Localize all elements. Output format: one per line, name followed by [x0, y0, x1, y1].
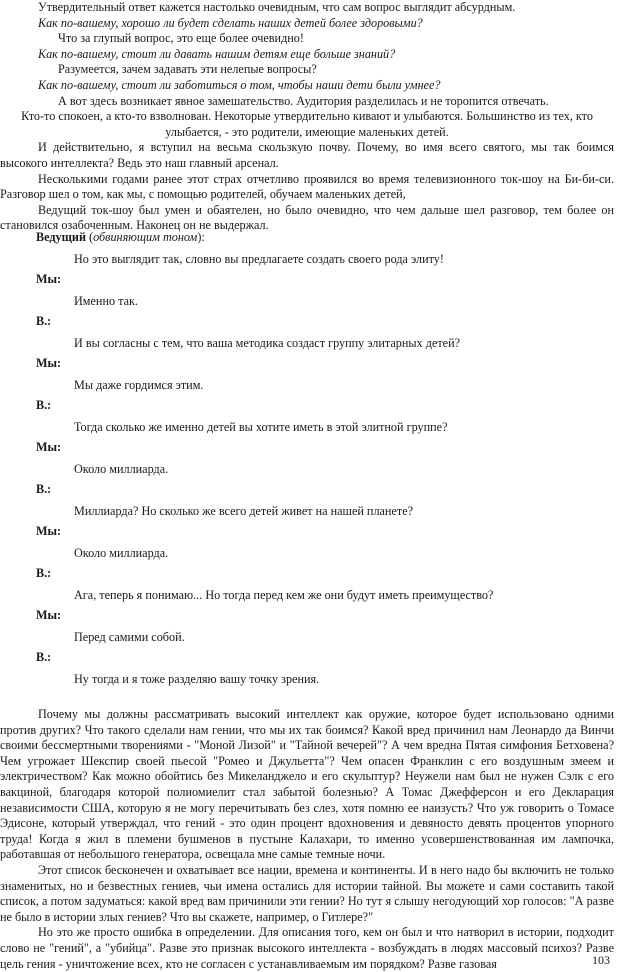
question-italic: Как по-вашему, стоит ли давать нашим детям еще больше знаний?: [38, 46, 396, 61]
dialog-line: Перед самими собой.: [74, 630, 185, 644]
paragraph: Кто-то спокоен, а кто-то взволнован. Некоторые утвердительно кивают и улыбаются. Большинство из тех, кто улыбается, - это родители, имеющие маленьких детей.: [21, 109, 593, 139]
paragraph: Этот список бесконечен и охватывает все нации, времена и континенты. И в него надо бы включить не только знаменитых, но и безвестных гениев, чьи имена остались для истории тайной. Вы можете и сами составить такой список, а потом задуматься: какой вред вам причинили эти гении? Но тут я слышу негодующий хор голосов: "А разве не было в истории злых гениев? Что вы скажете, например, о Гитлере?": [0, 862, 614, 924]
speaker-label: В.:: [36, 314, 52, 328]
intro-section: [0, 0, 614, 234]
paragraph: Утвердительный ответ кажется настолько очевидным, что сам вопрос выглядит абсурдным.: [38, 0, 516, 14]
host-tone: обвиняющим тоном: [93, 230, 198, 244]
speaker-label: В.:: [36, 482, 52, 496]
speaker-label: В.:: [36, 650, 52, 664]
paragraph: Несколькими годами ранее этот страх отчетливо проявился во время телевизионного ток-шоу на Би-би-си. Разговор шел о том, как мы, с помощью родителей, обучаем маленьких детей,: [0, 171, 614, 202]
paragraph: Почему мы должны рассматривать высокий интеллект как оружие, которое будет использовано одними против других? Что такого сделали нам гении, что мы их так боимся? Какой вред причинил нам Леонардо да Винчи своими бессмертными творениями - "Моной Лизой" и "Тайной вечерей"? А чем вредна Пятая симфония Бетховена? Чем угрожает Шекспир своей пьесой "Ромео и Джульетта"? Чем опасен Франклин с его воздушным змеем и электричеством? Как можно обойтись без Микеланджело и его скульптур? Неужели нам был не нужен Сэлк с его вакциной, благодаря которой полиомиелит стал забытой болезнью? А Томас Джефферсон и его Декларация независимости США, которую я не могу перечитывать без слез, хотя помню ее наизусть? Что уж говорить о Томасе Эдисоне, который утверждал, что гений - это один процент вдохновения и девяносто девять процентов упорного труда! Когда я жил в племени бушменов в пустыне Калахари, то именно усовершенствованная им лампочка, работавшая от небольшого генератора, освещала мне самые темные ночи.: [0, 707, 614, 862]
paragraph: Ведущий ток-шоу был умен и обаятелен, но было очевидно, что чем дальше шел разговор, тем более он становился озабоченным. Наконец он не выдержал.: [0, 202, 614, 233]
host-open: (: [85, 230, 94, 244]
host-intro: [36, 230, 205, 246]
paragraph: И действительно, я вступил на весьма скользкую почву. Почему, во имя всего святого, мы так боимся высокого интеллекта? Ведь это наш главный арсенал.: [0, 140, 614, 170]
dialog-line: Миллиарда? Но сколько же всего детей живет на нашей планете?: [74, 504, 414, 518]
host-line: Но это выглядит так, словно вы предлагаете создать своего рода элиту!: [74, 252, 444, 266]
speaker-label: В.:: [36, 566, 52, 580]
dialog-line: Ага, теперь я понимаю... Но тогда перед кем же они будут иметь преимущество?: [74, 588, 494, 602]
dialog-line: Именно так.: [74, 294, 138, 308]
speaker-label: Мы:: [36, 608, 62, 622]
answer: Что за глупый вопрос, это еще более очевидно!: [58, 31, 304, 46]
dialog-line: И вы согласны с тем, что ваша методика создаст группу элитарных детей?: [74, 336, 461, 350]
paragraph: Но это же просто ошибка в определении. Для описания того, кем он был и что натворил в истории, подходит слово не "гений", а "убийца". Разве это признак высокого интеллекта - возбуждать в людях массовый психоз? Разве цель гения - уничтожение всех, кто не согласен с устанавливаемым им порядком? Разве газовая: [0, 925, 614, 971]
question-italic: Как по-вашему, стоит ли заботиться о том, чтобы наши дети были умнее?: [38, 77, 441, 92]
speaker-label: Мы:: [36, 524, 62, 538]
dialog-line: Тогда сколько же именно детей вы хотите иметь в этой элитной группе?: [74, 420, 448, 434]
host-label: Ведущий: [36, 230, 86, 244]
body-section: [0, 707, 614, 972]
dialog-line: Ну тогда и я тоже разделяю вашу точку зрения.: [74, 672, 320, 686]
dialog-line: Мы даже гордимся этим.: [74, 378, 204, 392]
dialog-line: Около миллиарда.: [74, 462, 169, 476]
paragraph: А вот здесь возникает явное замешательство. Аудитория разделилась и не торопится отвечать.: [58, 93, 549, 108]
page-number: 103: [592, 953, 610, 967]
dialog-line: Около миллиарда.: [74, 546, 169, 560]
question-italic: Как по-вашему, хорошо ли будет сделать наших детей более здоровыми?: [38, 15, 423, 30]
speaker-label: В.:: [36, 398, 52, 412]
speaker-label: Мы:: [36, 440, 62, 454]
answer: Разумеется, зачем задавать эти нелепые вопросы?: [58, 62, 317, 77]
speaker-label: Мы:: [36, 272, 62, 286]
speaker-label: Мы:: [36, 356, 62, 370]
host-close: ):: [197, 230, 205, 244]
